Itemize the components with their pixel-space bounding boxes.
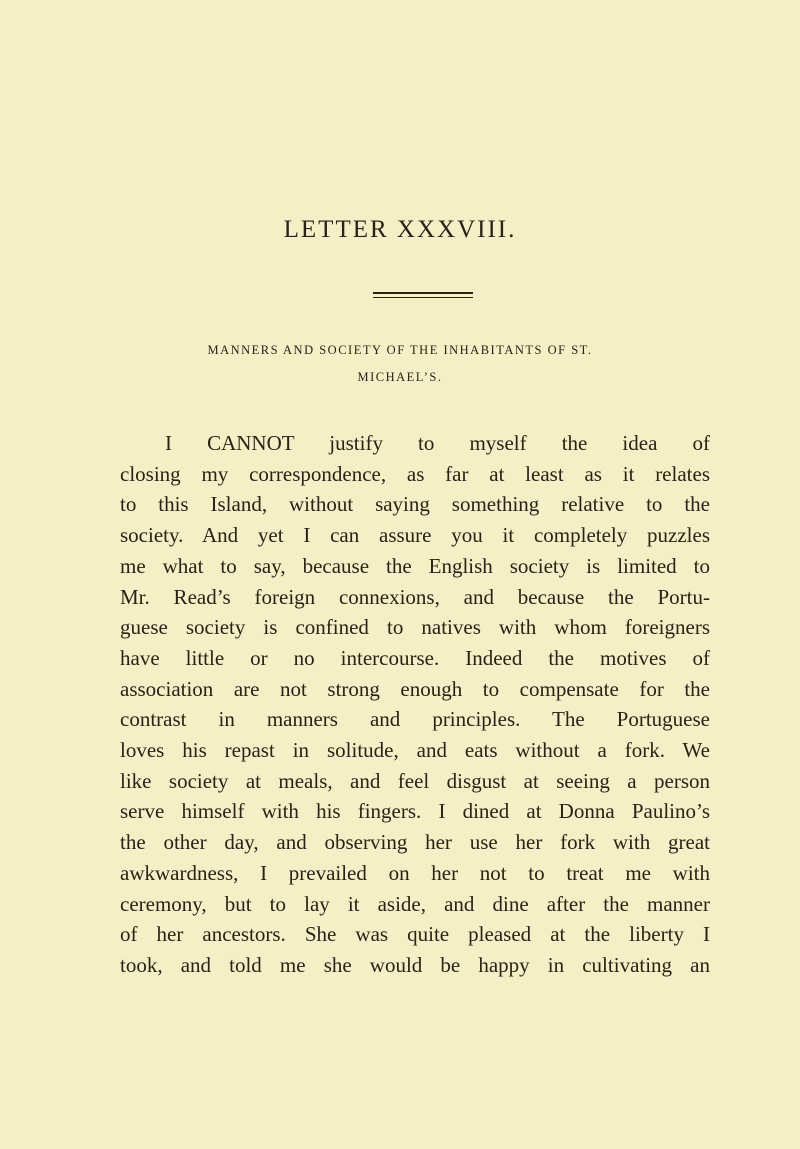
- body-line: society. And yet I can assure you it completely puzzles: [120, 523, 710, 548]
- body-line: awkwardness, I prevailed on her not to treat me with: [120, 860, 710, 885]
- decorative-double-rule: [373, 292, 473, 300]
- body-line: contrast in manners and principles. The Portuguese: [120, 707, 710, 732]
- letter-heading: LETTER XXXVIII.: [283, 216, 517, 243]
- rule-thick-line: [373, 292, 473, 294]
- body-line: to this Island, without saying something relative to the: [120, 492, 710, 517]
- body-line: took, and told me she would be happy in cultivating an: [120, 952, 710, 977]
- body-line: Mr. Read’s foreign connexions, and because the Portu-: [120, 584, 710, 609]
- body-line: the other day, and observing her use her fork with great: [120, 830, 710, 855]
- body-line: like society at meals, and feel disgust at seeing a person: [120, 768, 710, 793]
- body-line: serve himself with his fingers. I dined at Donna Paulino’s: [120, 799, 710, 824]
- body-line: me what to say, because the English society is limited to: [120, 553, 710, 578]
- body-line: closing my correspondence, as far at least as it relates: [120, 461, 710, 486]
- rule-thin-line: [373, 297, 473, 298]
- chapter-subtitle-line-1: MANNERS AND SOCIETY OF THE INHABITANTS OF ST.: [207, 343, 593, 357]
- body-line: guese society is confined to natives with whom foreigners: [120, 615, 710, 640]
- body-line: loves his repast in solitude, and eats without a fork. We: [120, 738, 710, 762]
- chapter-subtitle-line-2: MICHAEL’S.: [357, 370, 443, 384]
- body-line: of her ancestors. She was quite pleased at the liberty I: [120, 922, 710, 947]
- body-line: have little or no intercourse. Indeed the motives of: [120, 645, 710, 670]
- body-line: association are not strong enough to compensate for the: [120, 676, 710, 701]
- body-line: ceremony, but to lay it aside, and dine after the manner: [120, 891, 710, 916]
- body-line: I CANNOT justify to myself the idea of: [165, 431, 710, 455]
